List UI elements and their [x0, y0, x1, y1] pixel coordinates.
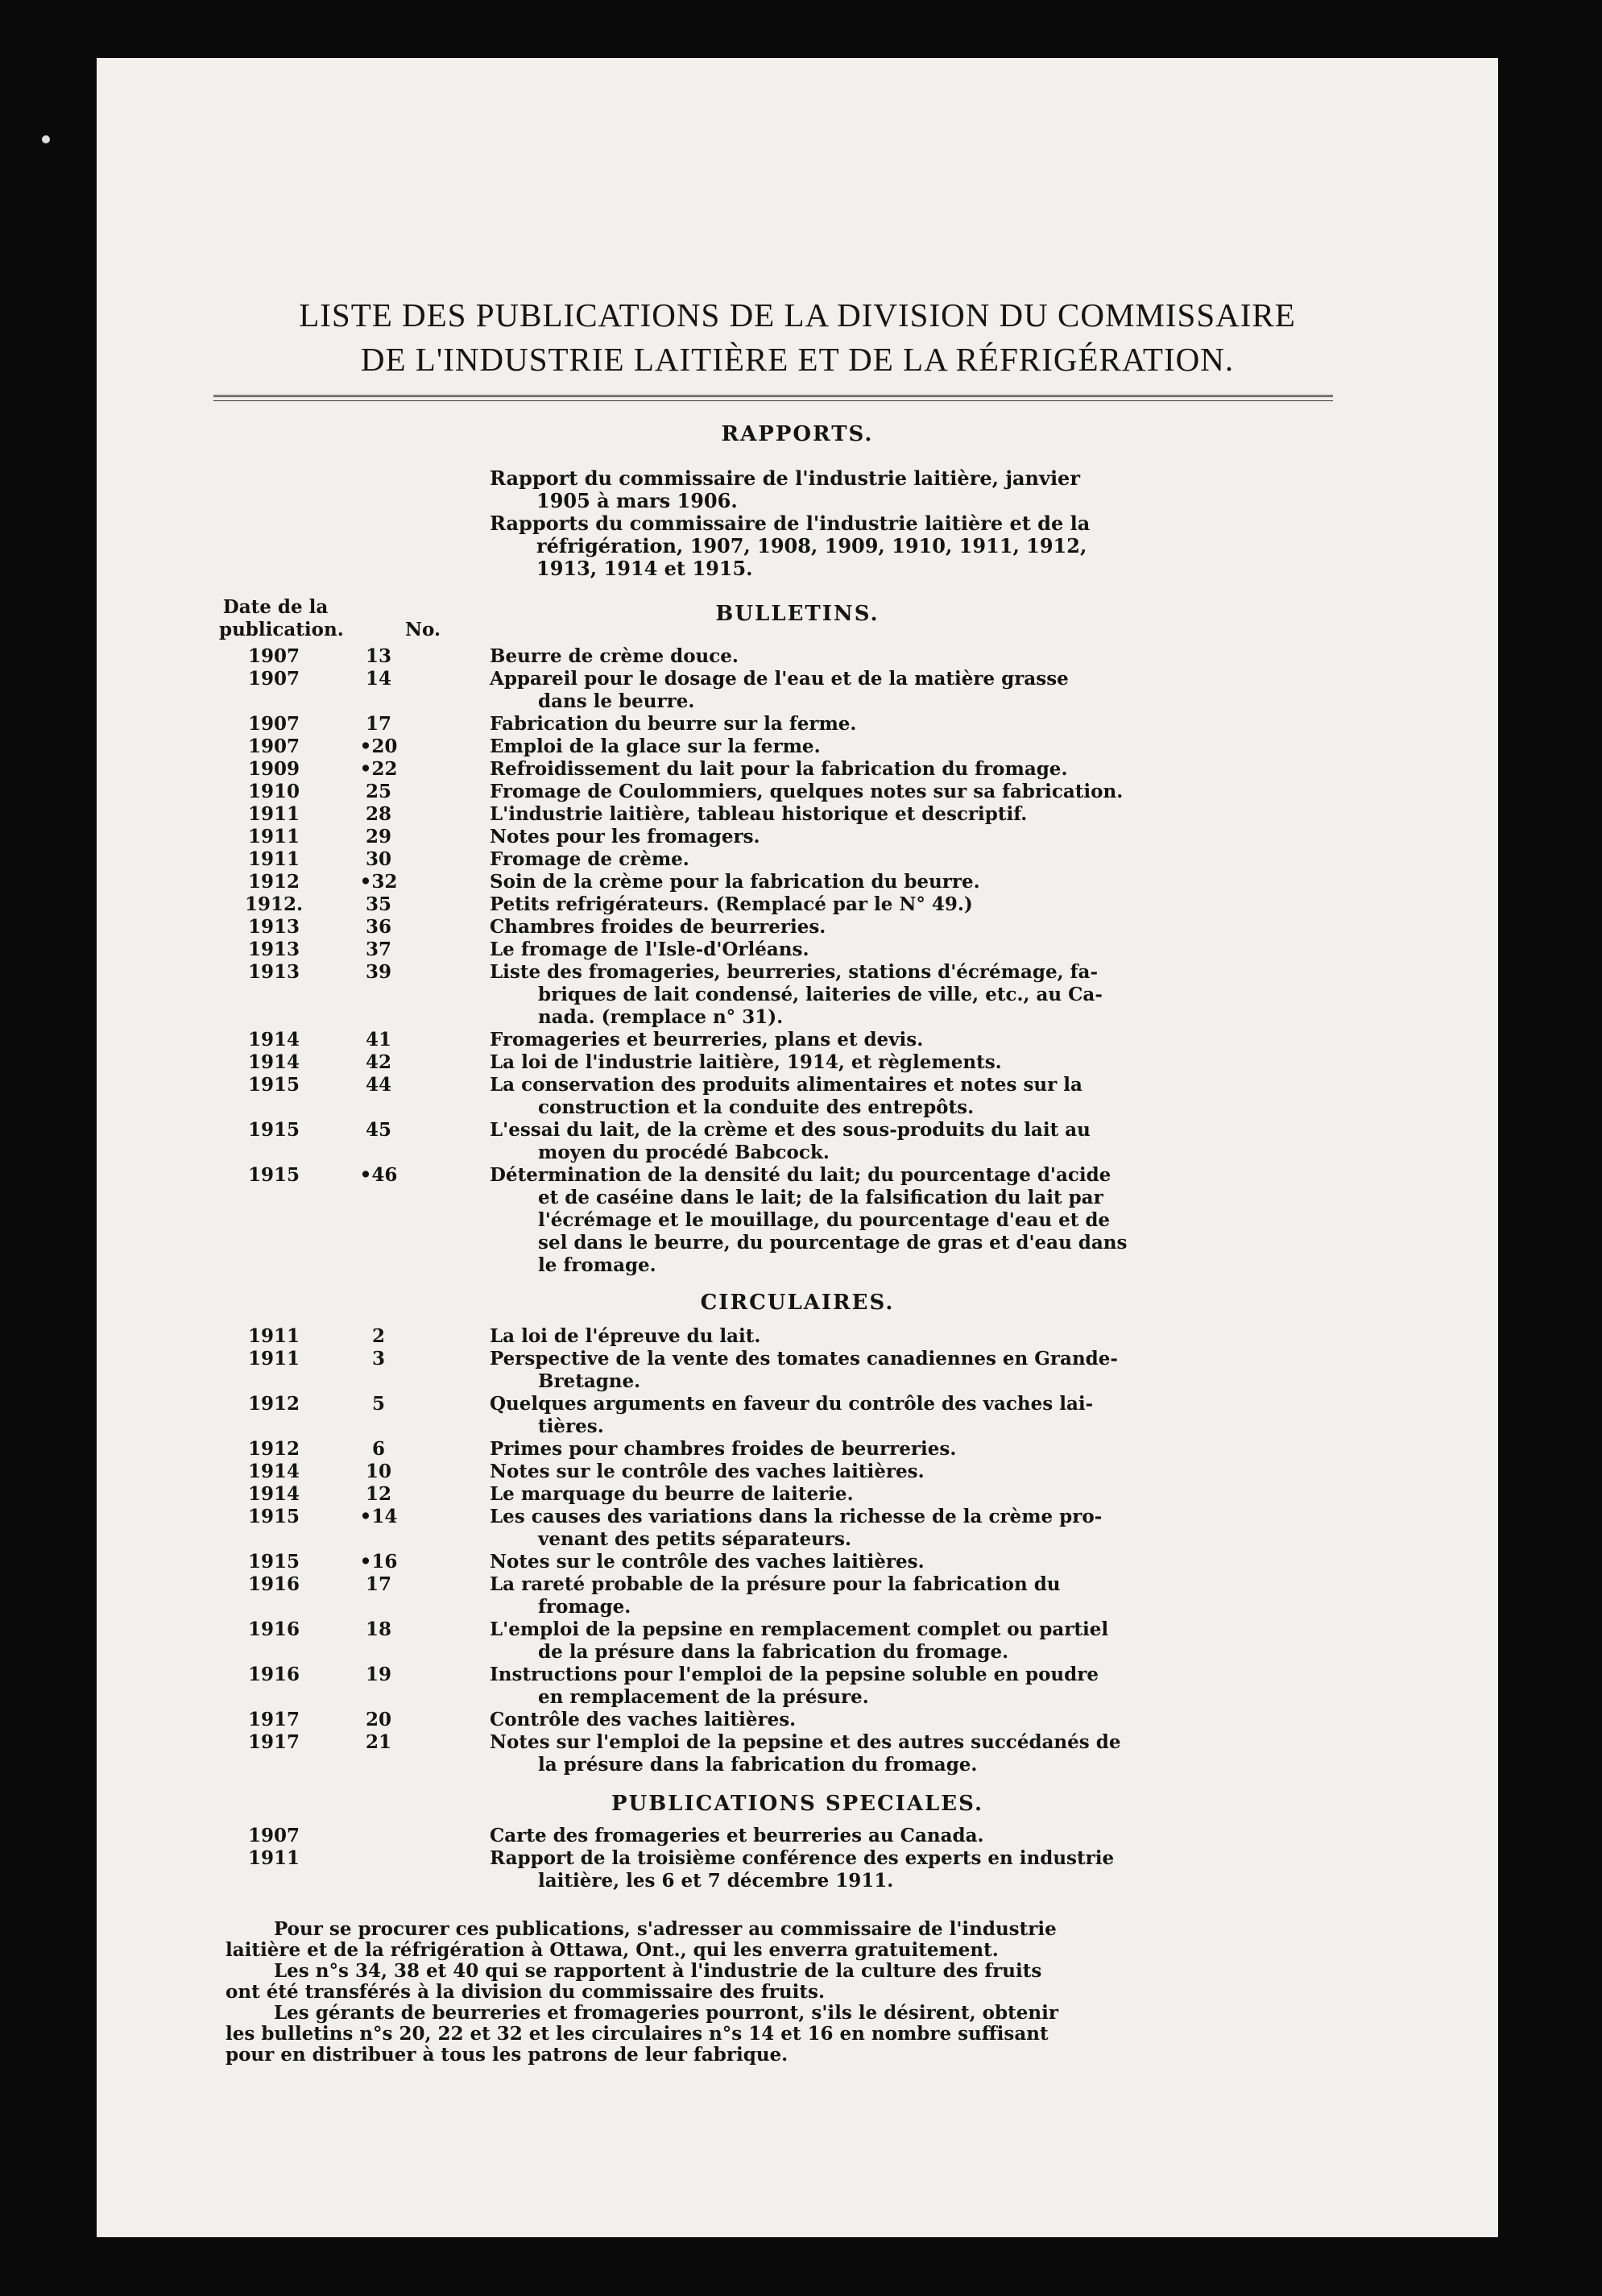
section-heading-speciales: PUBLICATIONS SPECIALES.	[611, 1792, 983, 1816]
notes-block: Pour se procurer ces publications, s'adresser au commissaire de l'industrie laitière et de la réfrigération à Ottawa, Ont., qui les enverra gratuitement. Les n°s 34, 38 et 40 qui se rapportent à l'industrie de la culture des fruits ont été transférés à la division du commissaire des fruits. Les gérants de beurreries et fromageries pourront, s'ils le désirent, obtenir les bulletins n°s 20, 22 et 32 et les circulaires n°s 14 et 16 en nombre suffisant pour en distribuer à tous les patrons de leur fabrique.	[226, 1919, 1430, 2066]
section-heading-circulaires: CIRCULAIRES.	[700, 1291, 895, 1315]
document-page: LISTE DES PUBLICATIONS DE LA DIVISION DU COMMISSAIRE DE L'INDUSTRIE LAITIÈRE ET DE LA RÉFRIGÉRATION. RAPPORTS. Rapport du commissaire de l'industrie laitière, janvier 1905 à mars 1906. Rapports du commissaire de l'industrie laitière et de la réfrigération, 1907, 1908, 1909, 1910, 1911, 1912, 1913, 1914 et 1915. Date de la publication. No. BULLETINS. 1907 13 Beurre de crème douce. 1907 14 Appareil pour le dosage de l'eau et de la matière grasse dans le beurre. 1907 17 Fabrication du beurre sur la ferme. 1907 •20 Emploi de la glace sur la ferme. 1909 •22 Refroidissement du lait pour la fabrication du fromage. 1910 25 Fromage de Coulommiers, quelques notes sur sa fabrication. 1911 28 L'industrie laitière, tableau historique et descriptif. 1911 29 Notes pour les fromagers. 1911 30 Fromage de crème. 1912 •32 Soin de la crème pour la fabrication du beurre. 1912. 35 Petits refrigérateurs. (Remplacé par le N° 49.) 1913 36 Chambres froides de beurreries. 1913 37 Le fromage de l'Isle-d'Orléans. 1913 39 Liste des fromageries, beurreries, stations d'écrémage, fa- briques de lait condensé, laiteries de ville, etc., au Ca- nada. (remplace n° 31). 1914 41 Fromageries et beurreries, plans et devis. 1914 42 La loi de l'industrie laitière, 1914, et règlements. 1915 44 La conservation des produits alimentaires et notes sur la construction et la conduite des entrepôts. 1915 45 L'essai du lait, de la crème et des sous-produits du lait au moyen du procédé Babcock. 1915 •46 Détermination de la densité du lait; du pourcentage d'acide et de caséine dans le lait; de la falsification du lait par l'écrémage et le mouillage, du pourcentage d'eau et de sel dans le beurre, du pourcentage de gras et d'eau dans le fromage. CIRCULAIRES. 1911 2 La loi de l'épreuve du lait. 1911 3 Perspective de la vente des tomates canadiennes en Grande- Bretagne. 1912 5 Quelques arguments en faveur du contrôle des vaches lai- tières. 1912 6 Primes pour chambres froides de beurreries. 1914 10 Notes sur le contrôle des vaches laitières. 1914 12 Le marquage du beurre de laiterie. 1915 •14 Les causes des variations dans la richesse de la crème pro- venant des petits séparateurs. 1915 •16 Notes sur le contrôle des vaches laitières. 1916 17 La rareté probable de la présure pour la fabrication du fromage. 1916 18 L'emploi de la pepsine en remplacement complet ou partiel de la présure dans la fabrication du fromage. 1916 19 Instructions pour l'emploi de la pepsine soluble en poudre en remplacement de la présure. 1917 20 Contrôle des vaches laitières. 1917 21 Notes sur l'emploi de la pepsine et des autres succédanés de la présure dans la fabrication du fromage. PUBLICATIONS SPECIALES. 1907 Carte des fromageries et beurreries au Canada. 1911 Rapport de la troisième conférence des experts en industrie laitière, les 6 et 7 décembre 1911. Pour se procurer ces publications, s'adresser au commissaire de l'industrie laitière et de la réfrigération à Ottawa, Ont., qui les enverra gratuitement. Les n°s 34, 38 et 40 qui se rapportent à l'industrie de la culture des fruits ont été transférés à la division du commissaire des fruits. Les gérants de beurreries et fromageries pourront, s'ils le désirent, obtenir les bulletins n°s 20, 22 et 32 et les circulaires n°s 14 et 16 en nombre suffisant pour en distribuer à tous les patrons de leur fabrique.	[97, 58, 1498, 2237]
note-paragraph: Les n°s 34, 38 et 40 qui se rapportent à l'industrie de la culture des fruits	[274, 1960, 1042, 1982]
section-heading-rapports: RAPPORTS.	[721, 422, 874, 446]
title-line-1: LISTE DES PUBLICATIONS DE LA DIVISION DU COMMISSAIRE	[299, 296, 1296, 334]
note-paragraph: Les gérants de beurreries et fromageries pourront, s'ils le désirent, obtenir	[274, 2002, 1058, 2024]
rapport-item: Rapport du commissaire de l'industrie laitière, janvier 1905 à mars 1906. Rapports du commissaire de l'industrie laitière et de la réfrigération, 1907, 1908, 1909, 1910, 1911, 1912, 1913, 1914 et 1915.	[490, 466, 1091, 580]
note-paragraph: Pour se procurer ces publications, s'adresser au commissaire de l'industrie	[274, 1918, 1057, 1940]
scan-speck	[42, 135, 50, 143]
column-header-date: Date de la publication.	[219, 596, 344, 640]
column-header-no: No.	[405, 619, 441, 640]
section-heading-bulletins: BULLETINS.	[715, 602, 880, 626]
title-rule	[213, 395, 1333, 401]
title-line-2: DE L'INDUSTRIE LAITIÈRE ET DE LA RÉFRIGÉRATION.	[360, 341, 1235, 378]
